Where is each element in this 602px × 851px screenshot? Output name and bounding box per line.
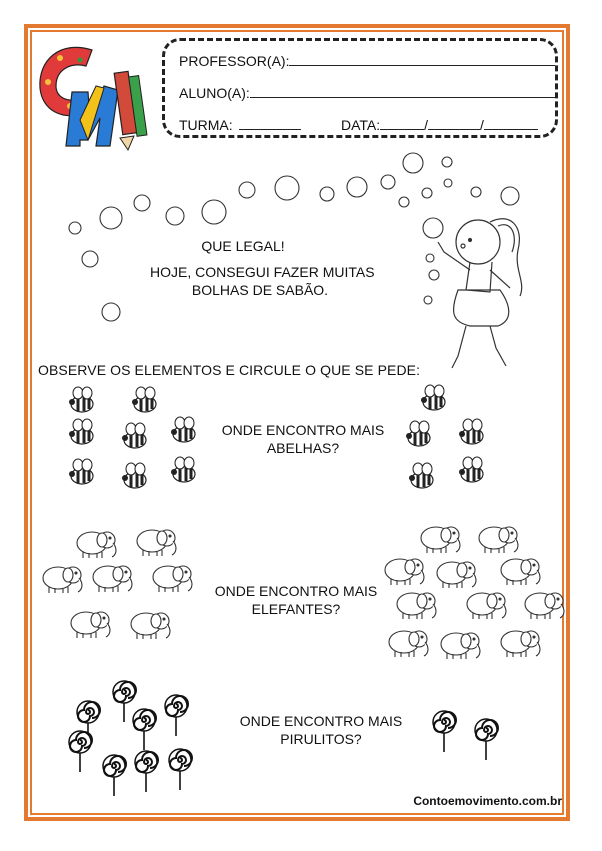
intro-line-2: HOJE, CONSEGUI FAZER MUITAS bbox=[150, 264, 375, 280]
lollipops-question-line1: ONDE ENCONTRO MAIS bbox=[239, 713, 403, 729]
elephants-question-line2: ELEFANTES? bbox=[251, 601, 341, 617]
lollipops-left-group[interactable] bbox=[41, 681, 192, 796]
bees-question-line2: ABELHAS? bbox=[266, 440, 340, 456]
website-footer: Contoemovimento.com.br bbox=[413, 794, 562, 808]
date-sep-1: / bbox=[424, 117, 429, 133]
instruction-text: OBSERVE OS ELEMENTOS E CIRCULE O QUE SE PEDE: bbox=[38, 362, 421, 378]
lollipops-question-line2: PIRULITOS? bbox=[280, 731, 362, 747]
professor-label: PROFESSOR(A): bbox=[179, 53, 290, 69]
lollipops-right-group[interactable] bbox=[433, 711, 498, 760]
data-label: DATA: bbox=[341, 117, 381, 133]
date-sep-2: / bbox=[480, 117, 484, 133]
turma-label: TURMA: bbox=[179, 117, 233, 133]
aluno-label: ALUNO(A): bbox=[179, 85, 250, 101]
intro-line-3: BOLHAS DE SABÃO. bbox=[191, 282, 329, 298]
bees-question-line1: ONDE ENCONTRO MAIS bbox=[221, 422, 385, 438]
elephants-question-line1: ONDE ENCONTRO MAIS bbox=[214, 583, 378, 599]
intro-title: QUE LEGAL! bbox=[201, 238, 285, 254]
